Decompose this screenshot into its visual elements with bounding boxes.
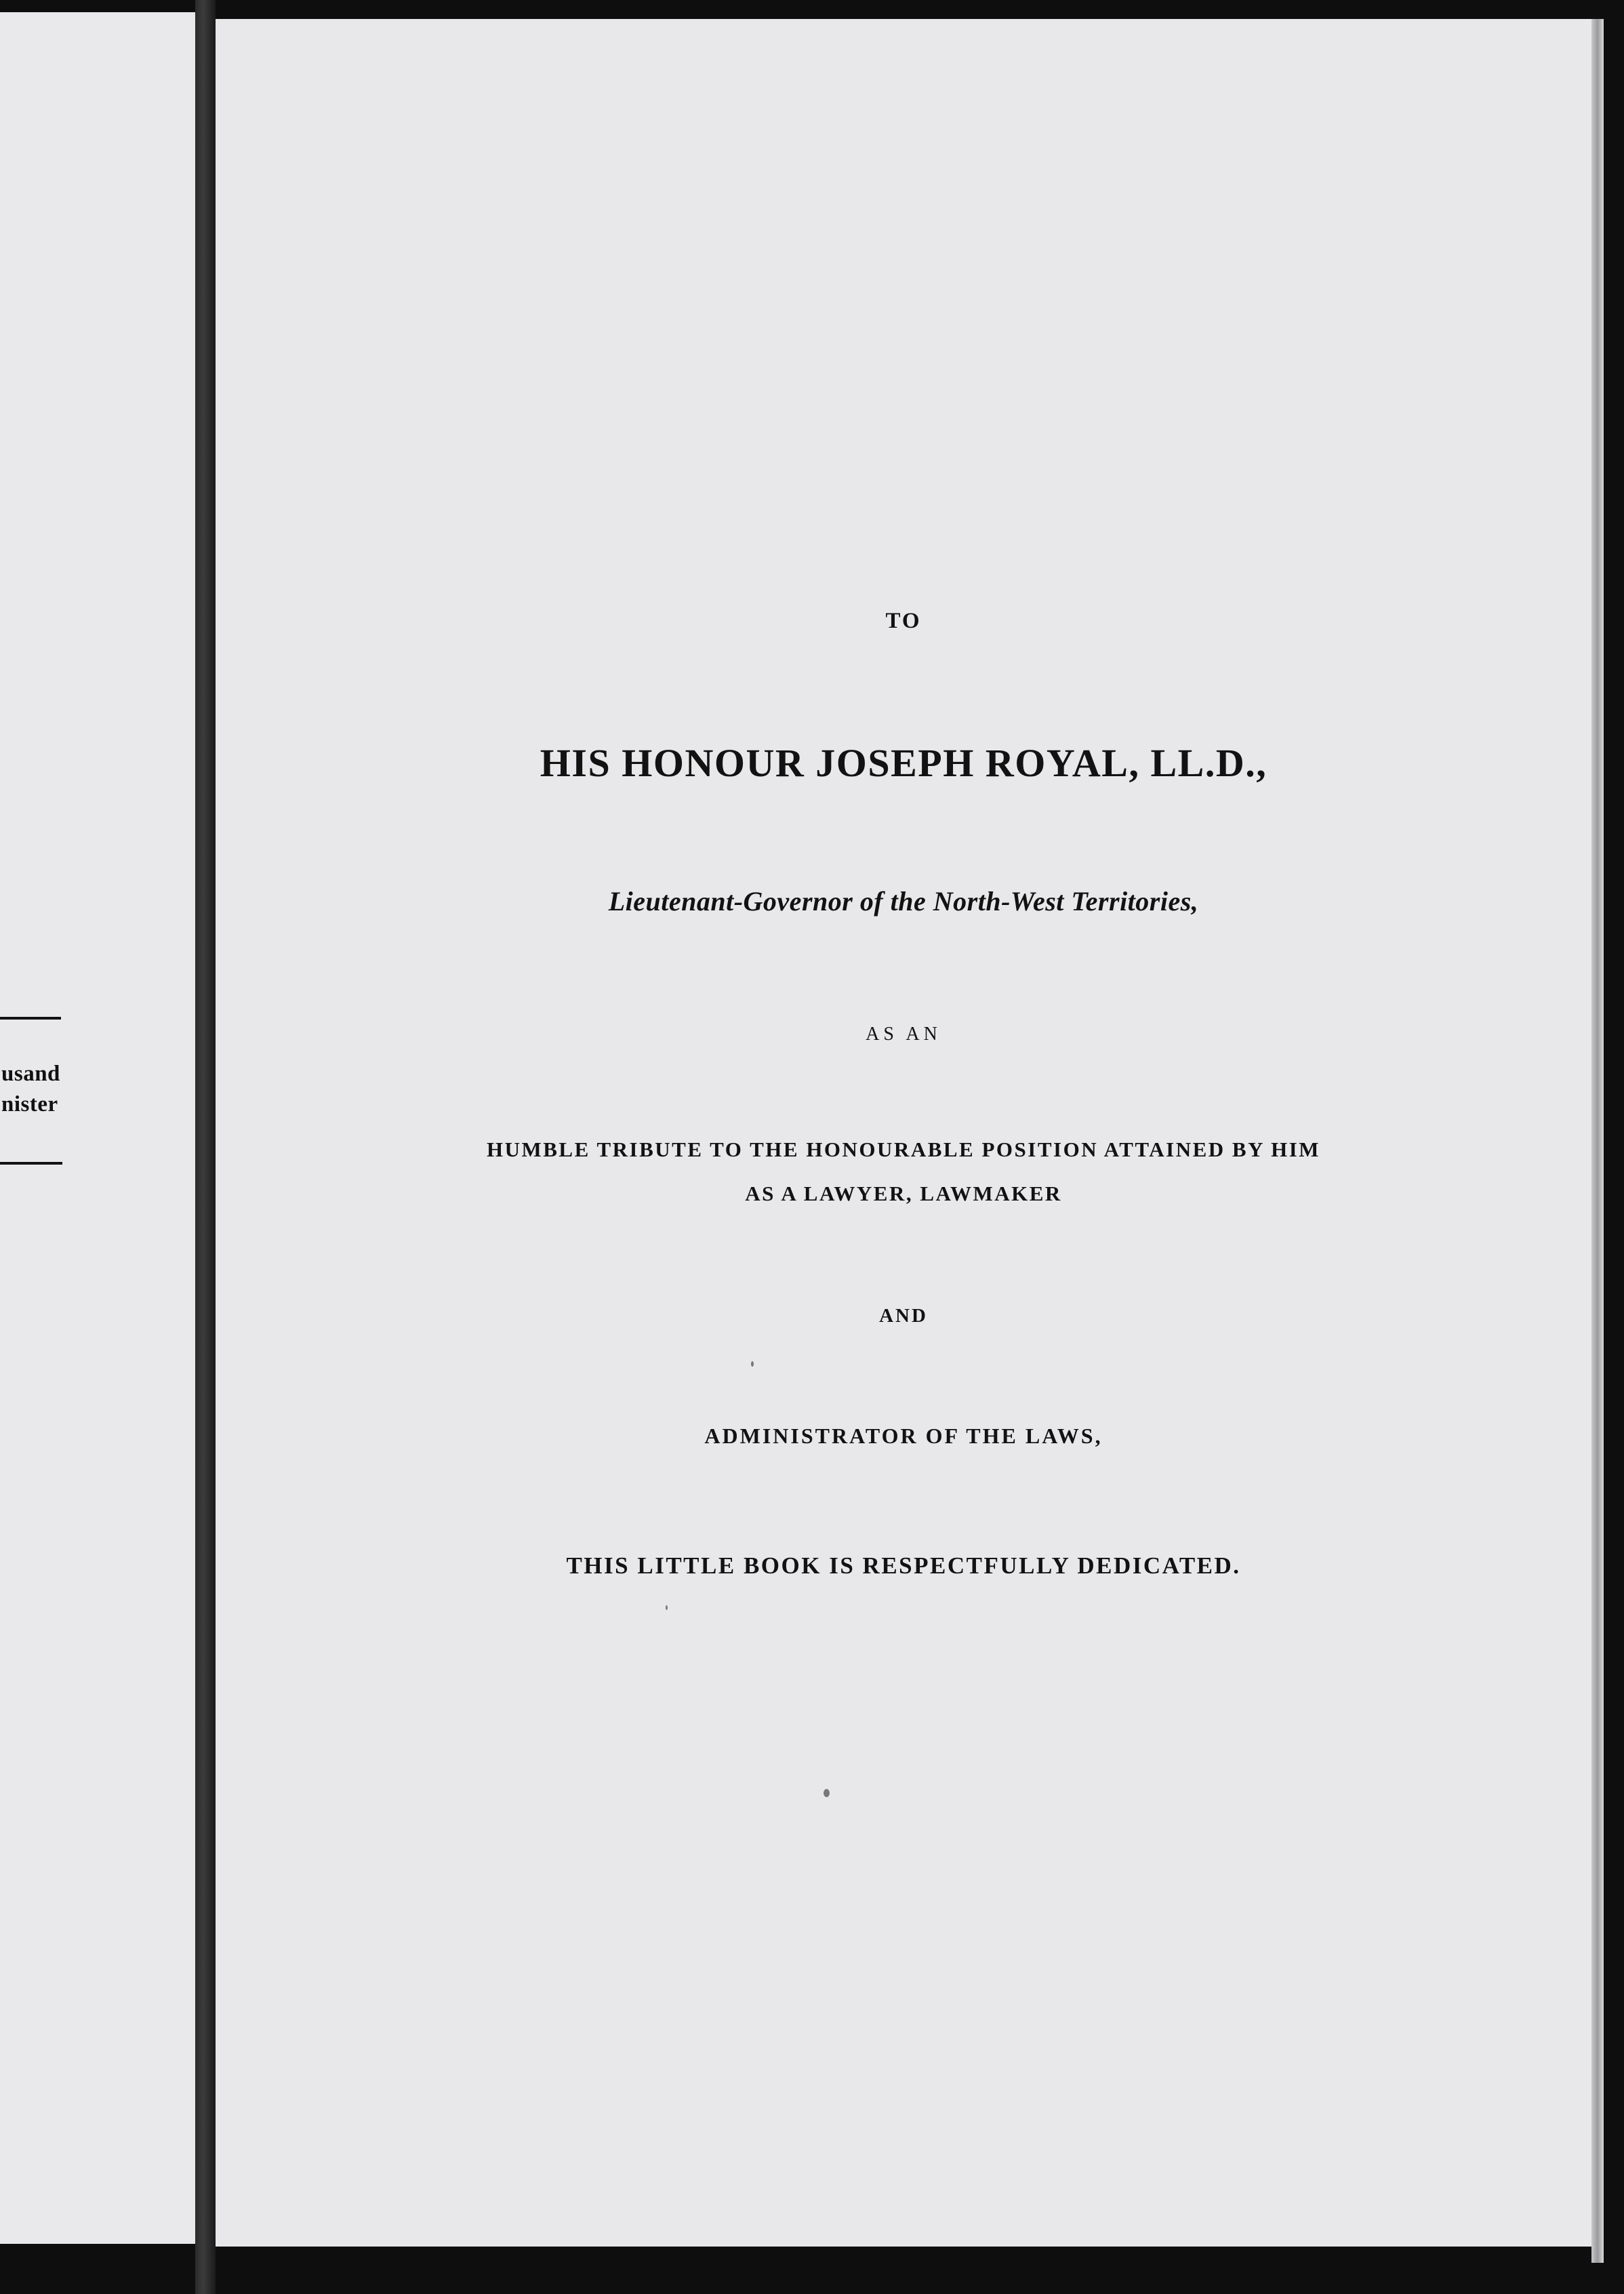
paper-speck xyxy=(751,1361,754,1367)
left-page xyxy=(0,12,195,2244)
paper-speck xyxy=(666,1605,668,1610)
dedication-to: TO xyxy=(885,609,922,633)
paper-speck xyxy=(824,1789,830,1797)
dedication-closing: THIS LITTLE BOOK IS RESPECTFULLY DEDICATED. xyxy=(566,1552,1241,1579)
dedication-office: Lieutenant-Governor of the North-West Territories, xyxy=(608,886,1199,917)
dedication-recipient: HIS HONOUR JOSEPH ROYAL, LL.D., xyxy=(540,741,1267,785)
dedication-administrator: ADMINISTRATOR OF THE LAWS, xyxy=(704,1424,1103,1448)
dedication-as-an: AS AN xyxy=(866,1024,941,1045)
left-page-text-fragment: nister xyxy=(1,1092,58,1116)
left-page-rule-top xyxy=(0,1017,61,1020)
book-gutter xyxy=(195,0,216,2294)
page-edge xyxy=(1591,19,1604,2263)
dedication-page xyxy=(216,19,1591,2247)
dedication-tribute-line-2: AS A LAWYER, LAWMAKER xyxy=(745,1182,1062,1205)
left-page-rule-bottom xyxy=(0,1162,62,1165)
dedication-and: AND xyxy=(879,1305,928,1327)
left-page-text-fragment: usand xyxy=(1,1062,60,1086)
dedication-tribute-line-1: HUMBLE TRIBUTE TO THE HONOURABLE POSITION ATTAINED BY HIM xyxy=(486,1138,1321,1161)
